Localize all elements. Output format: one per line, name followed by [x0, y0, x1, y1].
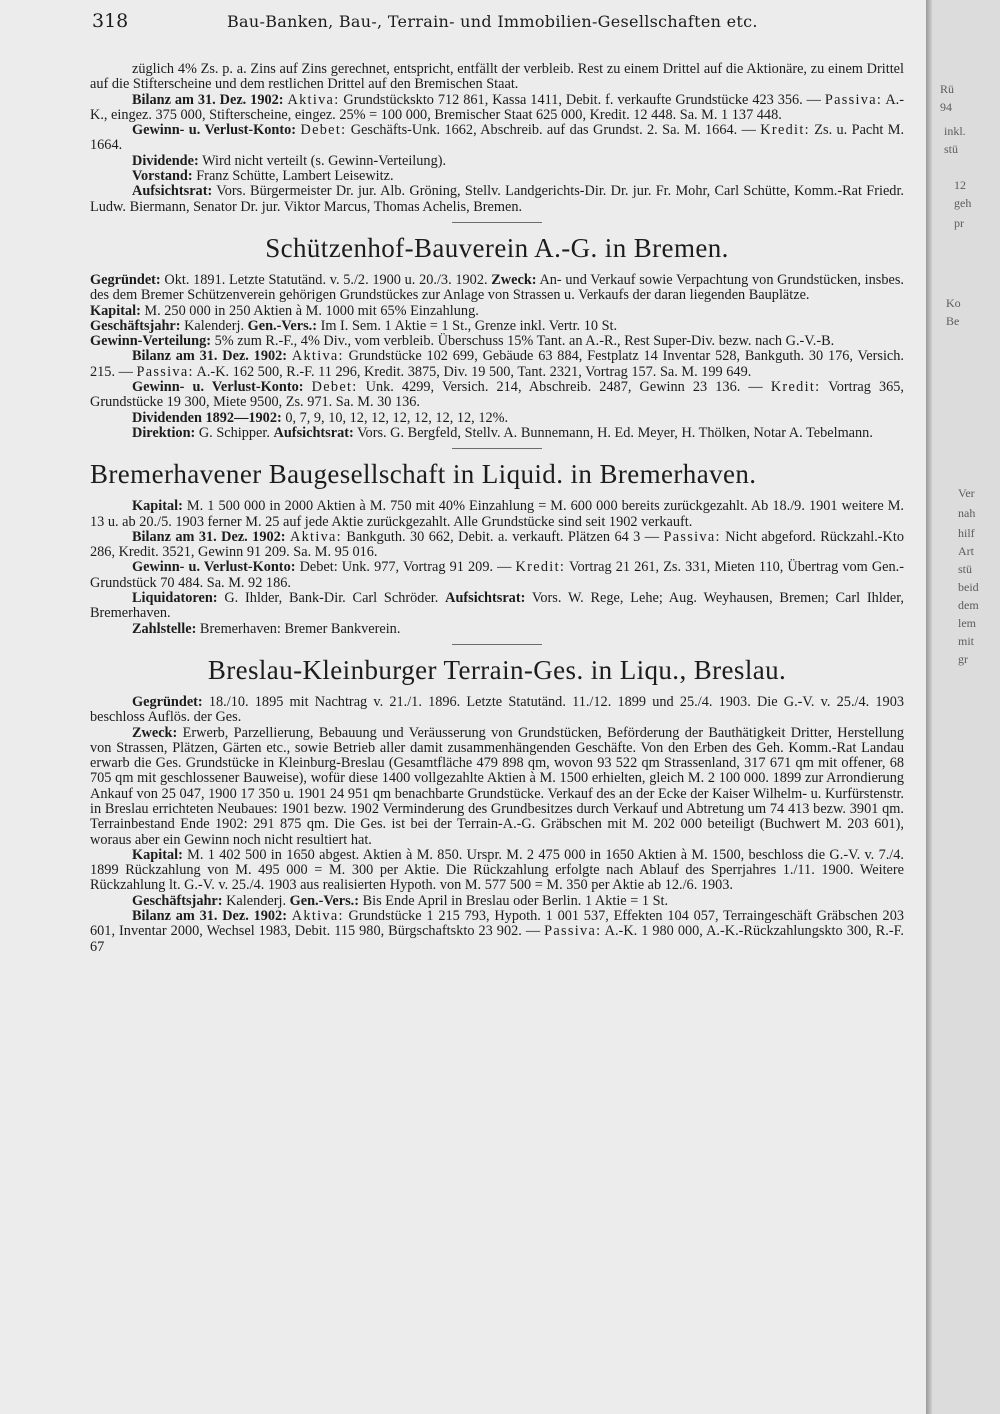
page-number: 318 — [92, 10, 129, 32]
bleed-fragment: Ver — [958, 486, 975, 500]
zweck-label: Zweck: — [132, 724, 178, 741]
passiva-label: Passiva: — [544, 923, 602, 940]
bilanz-text: A.-K., eingez. 375 000, Stifterscheine, eingez. 25% = 100 000, Bremischer Staat 625 000, Kredit. 12 448. Sa. M. 1 137 448. — [90, 91, 904, 123]
s2-zahlstelle — [90, 622, 904, 637]
guv-text: Zs. u. Pacht M. 1664. — [90, 122, 905, 154]
s3-bilanz — [90, 909, 904, 955]
aufsichtsrat-label: Aufsichtsrat: — [132, 183, 213, 200]
bleed-fragment: nah — [958, 506, 976, 520]
intro-vorstand — [90, 169, 904, 184]
s1-guv — [90, 380, 904, 411]
s3-geschaeftsjahr — [90, 894, 904, 909]
bleed-fragment: 94 — [940, 100, 952, 114]
page-content — [90, 62, 904, 955]
guv-text: Vortrag 365, Grundstücke 19 300, Miete 9500, Zs. 971. Sa. M. 30 136. — [90, 379, 905, 411]
bleed-fragment: hilf — [958, 526, 975, 540]
gewinn-verteilung-text: 5% zum R.-F., 4% Div., vom verbleib. Überschuss 15% Tant. an A.-R., Rest Super-Div. bezw. nach G.-V.-B. — [214, 333, 835, 350]
bilanz-text: Grundstücke 1 215 793, Hypoth. 1 001 537, Effekten 104 057, Terraingeschäft Gräbschen 203 601, Inventar 2000, Wechsel 1983, Debit. 115 980, Bürgschaftskto 23 902. — — [90, 908, 904, 940]
bleed-fragment: stü — [944, 142, 959, 156]
bilanz-label: Bilanz am 31. Dez. 1902: — [132, 908, 287, 925]
bilanz-text: Bankguth. 30 662, Debit. a. verkauft. Plätzen 64 3 — — [346, 528, 660, 545]
s1-direktion — [90, 426, 904, 441]
gegruendet-label: Gegründet: — [132, 693, 203, 710]
intro-paragraph: züglich 4% Zs. p. a. Zins auf Zins gerechnet, entspricht, entfällt der verbleib. Rest zu einem Drittel auf die Aktionäre, zu einem Drittel auf die Stifterscheine und dem restlichen Drittel auf den Bremischen Staat. — [90, 61, 904, 93]
zahlstelle-label: Zahlstelle: — [132, 620, 197, 637]
gegruendet-text: 18./10. 1895 mit Nachtrag v. 21./1. 1896. Letzte Statutänd. 11./12. 1899 und 25./4. 1903. Die G.-V. v. 25./4. 1903 beschloss Auflös. der Ges. — [90, 693, 904, 726]
aktiva-label: Aktiva: — [289, 528, 342, 545]
intro-dividende — [90, 154, 904, 169]
bleed-fragment: Ko — [946, 296, 961, 310]
genvers-text: Bis Ende April in Breslau oder Berlin. 1 Aktie = 1 St. — [362, 892, 669, 909]
aktiva-label: Aktiva: — [291, 348, 344, 365]
dividende-label: Dividende: — [132, 152, 199, 169]
page-header — [92, 10, 912, 40]
intro-aufsichtsrat — [90, 184, 904, 215]
kapital-text: M. 1 500 000 in 2000 Aktien à M. 750 mit 40% Einzahlung = M. 600 000 bereits zurückgezahlt. Ab 18./9. 1901 weitere M. 13 u. ab 20./5. 1903 ferner M. 25 auf jede Aktie zurückgezahlt. Alle Grundstücke sind seit 1902 verkauft. — [90, 498, 905, 530]
running-head: Bau-Banken, Bau-, Terrain- und Immobilien-Gesellschaften etc. — [227, 12, 758, 31]
kapital-label: Kapital: — [90, 302, 141, 319]
s1-bilanz — [90, 349, 904, 380]
s1-kapital — [90, 304, 904, 319]
section-divider — [452, 448, 542, 449]
guv-text: Unk. 4299, Versich. 214, Abschreib. 2487, Gewinn 23 136. — — [365, 379, 763, 396]
debet-label: Debet: — [300, 122, 347, 139]
zweck-text: Erwerb, Parzellierung, Bebauung und Veräusserung von Grundstücken, Beförderung der Bauthätigkeit Dritter, Herstellung von Strassen, Plätzen, Gärten etc., sowie Betrieb aller damit zusammenhängenden Geschäfte. Von den Erben des Geh. Komm.-Rat Landau erwarb die Ges. Grundstücke in Kleinburg-Breslau (Gesamtfläche 479 898 qm, wovon 93 522 qm Strassenland, 317 671 qm mit offener, 68 705 qm mit geschlossener Bauweise), wofür diese 1400 vollgezahlte Aktien à M. 1500 erhielten, gleich M. 2 100 000. 1899 zur Arrondierung Ankauf von 25 047, 1900 17 350 u. 1901 24 951 qm benachbarte Grundstücke. Verkauf des an der Ecke der Kaiser Wilhelm- u. Kurfürstenstr. in Breslau errichteten Neubaues: 1901 bezw. 1902 Verminderung des Grundbesitzes durch Verkauf und Abtretung um 74 413 bezw. 3901 qm. Terrainbestand Ende 1902: 291 875 qm. Die Ges. ist bei der Terrain-A.-G. Gräbschen mit M. 202 000 beteiligt (Buchwert M. 203 601), woraus aber ein Gewinn noch nicht resultiert hat. — [90, 724, 904, 848]
vorstand-label: Vorstand: — [132, 168, 193, 185]
bleed-fragment: geh — [954, 196, 972, 210]
geschaeftsjahr-label: Geschäftsjahr: — [132, 892, 223, 909]
gewinn-verteilung-label: Gewinn-Verteilung: — [90, 333, 211, 350]
geschaeftsjahr-text: Kalenderj. — [226, 892, 287, 909]
s1-gewinn-verteilung — [90, 334, 904, 349]
s2-kapital — [90, 499, 904, 530]
s2-liquidatoren — [90, 591, 904, 622]
debet-label: Debet: — [299, 559, 338, 576]
bleed-fragment: stü — [958, 562, 973, 576]
dividenden-label: Dividenden 1892—1902: — [132, 409, 282, 426]
genvers-label: Gen.-Vers.: — [247, 317, 317, 334]
s2-bilanz — [90, 530, 904, 561]
guv-text: Geschäfts-Unk. 1662, Abschreib. auf das Grundst. 2. Sa. M. 1664. — — [350, 122, 756, 139]
bilanz-label: Bilanz am 31. Dez. 1902: — [132, 91, 284, 108]
liquidatoren-text: G. Ihlder, Bank-Dir. Carl Schröder. — [224, 590, 439, 607]
bleed-fragment: mit — [958, 634, 975, 648]
gegruendet-text: Okt. 1891. Letzte Statutänd. v. 5./2. 1900 u. 20./3. 1902. — [164, 271, 488, 288]
bilanz-text: Grundstücke 102 699, Gebäude 63 884, Festplatz 14 Inventar 528, Bankguth. 30 176, Versich. 215. — — [90, 348, 904, 380]
direktion-text: G. Schipper. — [198, 424, 270, 441]
kredit-label: Kredit: — [770, 379, 821, 396]
bleed-fragment: lem — [958, 616, 976, 630]
bleed-fragment: beid — [958, 580, 979, 594]
section-title-bremerhavener: Bremerhavener Baugesellschaft in Liquid. in Bremerhaven. — [90, 459, 757, 490]
bilanz-text: Grundstückskto 712 861, Kassa 1411, Debit. f. verkaufte Grundstücke 423 356. — — [343, 91, 821, 108]
guv-text: Vortrag 21 261, Zs. 331, Mieten 110, Übertrag vom Gen.-Grundstück 70 484. Sa. M. 92 186. — [90, 559, 904, 591]
aufsichtsrat-label: Aufsichtsrat: — [273, 424, 354, 441]
bilanz-label: Bilanz am 31. Dez. 1902: — [132, 348, 288, 365]
section-divider — [452, 644, 542, 645]
section-title-breslau: Breslau-Kleinburger Terrain-Ges. in Liqu., Breslau. — [207, 654, 787, 685]
section-title-schuetzenhof: Schützenhof-Bauverein A.-G. in Bremen. — [265, 232, 729, 263]
kredit-label: Kredit: — [515, 559, 566, 576]
aufsichtsrat-text: Vors. G. Bergfeld, Stellv. A. Bunnemann, H. Ed. Meyer, H. Thölken, Notar A. Tebelmann. — [357, 424, 873, 441]
bleed-fragment: gr — [958, 652, 968, 666]
geschaeftsjahr-label: Geschäftsjahr: — [90, 317, 181, 334]
bleed-fragment: 12 — [954, 178, 966, 192]
dividende-text: Wird nicht verteilt (s. Gewinn-Verteilung). — [202, 152, 447, 169]
bleed-fragment: Be — [946, 314, 960, 328]
bleed-fragment: Rü — [940, 82, 955, 96]
adjacent-page-strip — [932, 0, 1000, 1414]
zahlstelle-text: Bremerhaven: Bremer Bankverein. — [199, 620, 401, 637]
s1-geschaeftsjahr — [90, 319, 904, 334]
kapital-text: M. 1 402 500 in 1650 abgest. Aktien à M. 850. Urspr. M. 2 475 000 in 1650 Aktien à M. 1500, beschloss die G.-V. v. 7./4. 1899 Rückzahlung von M. 495 000 = M. 300 per Aktie. Die Rückzahlung erfolgte nach Ablauf des Sperrjahres 1./11. 1900. Weitere Rückzahlung lt. G.-V. v. 25./4. 1903 aus realisierten Hypoth. von M. 577 500 = M. 350 per Aktie ab 12./6. 1903. — [90, 846, 904, 894]
bleed-fragment: Art — [958, 544, 974, 558]
zweck-text: An- und Verkauf sowie Verpachtung von Grundstücken, insbes. des dem Bremer Schützenverein gehörigen Grundstückes zur Anlage von Strassen u. Verkaufs der daran liegenden Bauplätze. — [90, 271, 904, 304]
guv-text: Unk. 977, Vortrag 91 209. — — [341, 559, 512, 576]
guv-label: Gewinn- u. Verlust-Konto: — [132, 122, 297, 139]
gegruendet-label: Gegründet: — [90, 271, 161, 288]
kapital-label: Kapital: — [132, 498, 183, 515]
aufsichtsrat-text: Vors. W. Rege, Lehe; Aug. Weyhausen, Bremen; Carl Ihlder, Bremerhaven. — [90, 590, 904, 622]
vorstand-text: Franz Schütte, Lambert Leisewitz. — [196, 168, 394, 185]
intro-guv — [90, 123, 904, 154]
guv-label: Gewinn- u. Verlust-Konto: — [132, 559, 296, 576]
aktiva-label: Aktiva: — [291, 908, 344, 925]
bleed-fragment: inkl. — [944, 124, 966, 138]
aufsichtsrat-label: Aufsichtsrat: — [445, 590, 526, 607]
bleed-fragment: dem — [958, 598, 979, 612]
s1-dividenden — [90, 411, 904, 426]
s2-guv — [90, 560, 904, 591]
guv-label: Gewinn- u. Verlust-Konto: — [132, 379, 304, 396]
bilanz-text: Nicht abgeford. Rückzahl.-Kto 286, Kredit. 3521, Gewinn 91 209. Sa. M. 95 016. — [90, 528, 904, 561]
bleed-fragment: pr — [954, 216, 964, 230]
kredit-label: Kredit: — [760, 122, 810, 139]
debet-label: Debet: — [311, 379, 358, 396]
genvers-text: Im I. Sem. 1 Aktie = 1 St., Grenze inkl. Vertr. 10 St. — [320, 317, 618, 334]
s3-kapital — [90, 848, 904, 894]
aktiva-label: Aktiva: — [287, 91, 340, 108]
bilanz-text: A.-K. 1 980 000, A.-K.-Rückzahlungskto 300, R.-F. 67 — [90, 923, 904, 955]
bilanz-label: Bilanz am 31. Dez. 1902: — [132, 528, 286, 545]
direktion-label: Direktion: — [132, 424, 196, 441]
kapital-label: Kapital: — [132, 846, 183, 863]
s1-gegruendet — [90, 273, 904, 304]
passiva-label: Passiva: — [663, 528, 721, 545]
bilanz-text: A.-K. 162 500, R.-F. 11 296, Kredit. 3875, Div. 19 500, Tant. 2321, Vortrag 157. Sa. M. 199 649. — [196, 363, 752, 380]
kapital-text: M. 250 000 in 250 Aktien à M. 1000 mit 65% Einzahlung. — [144, 302, 479, 319]
liquidatoren-label: Liquidatoren: — [132, 590, 218, 607]
zweck-label: Zweck: — [491, 271, 537, 288]
aufsichtsrat-text: Vors. Bürgermeister Dr. jur. Alb. Gröning, Stellv. Landgerichts-Dir. Dr. jur. Fr. Mohr, Carl Schütte, Komm.-Rat Friedr. Ludw. Biermann, Senator Dr. jur. Viktor Marcus, Thomas Achelis, Bremen. — [90, 183, 904, 215]
intro-bilanz — [90, 93, 904, 124]
passiva-label: Passiva: — [136, 363, 194, 380]
s3-zweck — [90, 726, 904, 848]
s3-gegruendet — [90, 695, 904, 726]
passiva-label: Passiva: — [824, 91, 883, 108]
genvers-label: Gen.-Vers.: — [289, 892, 359, 909]
dividenden-text: 0, 7, 9, 10, 12, 12, 12, 12, 12, 12, 12%. — [285, 409, 509, 426]
geschaeftsjahr-text: Kalenderj. — [184, 317, 245, 334]
section-divider — [452, 222, 542, 223]
